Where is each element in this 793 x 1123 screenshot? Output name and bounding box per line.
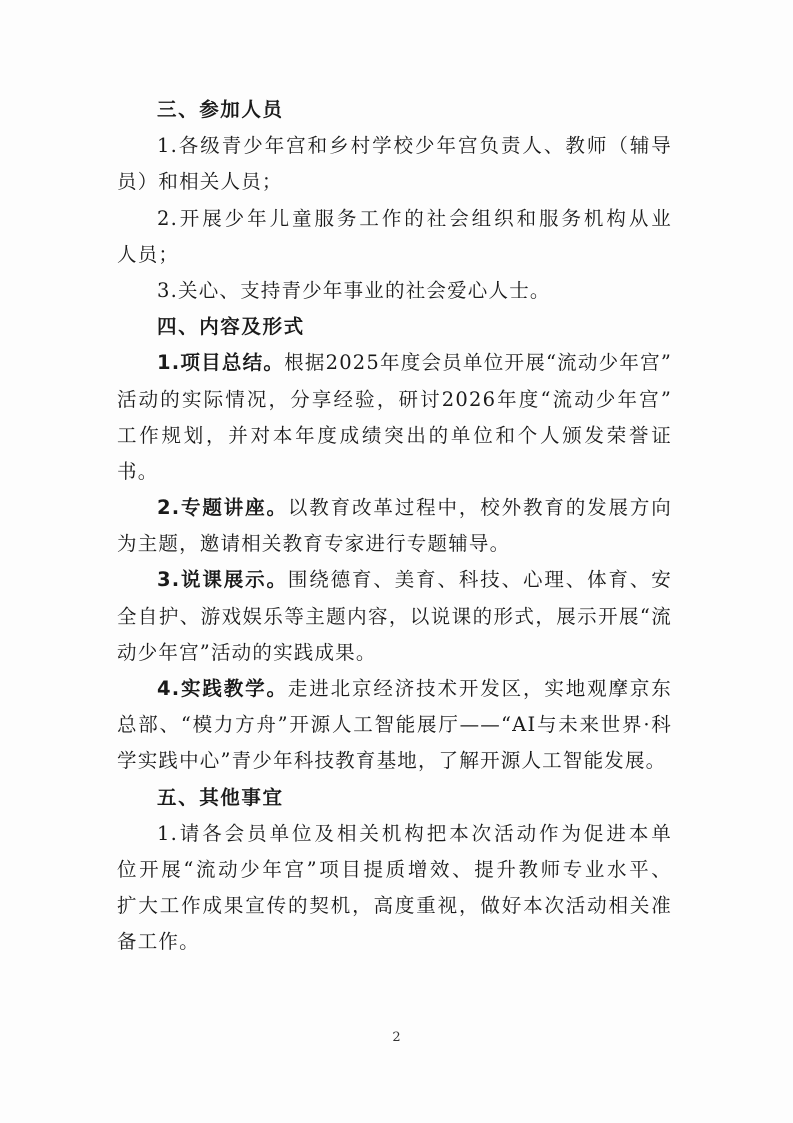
content-item-3-text: 围绕德育、美育、科技、心理、体育、安 — [287, 568, 672, 592]
content-item-1-line-2: 活动的实际情况，分享经验，研讨2026年度“流动少年宫” — [117, 387, 672, 411]
content-item-1-line-1 — [117, 345, 672, 381]
content-item-1-text: 根据2025年度会员单位开展“流动少年宫” — [284, 351, 672, 375]
content-item-4-line-2: 总部、“模力方舟”开源人工智能展厅——“AI与未来世界·科 — [117, 713, 672, 737]
content-item-4-line-3: 学实践中心”青少年科技教育基地，了解开源人工智能发展。 — [117, 749, 667, 773]
content-item-3-line-3: 动少年宫”活动的实践成果。 — [117, 640, 377, 664]
content-item-3-line-2: 全自护、游戏娱乐等主题内容，以说课的形式，展示开展“流 — [117, 604, 672, 628]
content-item-2-line-2: 为主题，邀请相关教育专家进行专题辅导。 — [117, 532, 511, 556]
page-number: 2 — [392, 1030, 401, 1045]
other-item-1-line-1: 1.请各会员单位及相关机构把本次活动作为促进本单 — [157, 821, 672, 845]
content-item-2-text: 以教育改革过程中，校外教育的发展方向 — [287, 496, 672, 520]
content-item-1-title: 1.项目总结。 — [157, 351, 285, 375]
content-item-3-line-1 — [117, 562, 672, 598]
other-item-1-line-3: 扩大工作成果宣传的契机，高度重视，做好本次活动相关准 — [117, 894, 672, 918]
content-item-4-line-1 — [117, 671, 672, 707]
content-item-4-text: 走进北京经济技术开发区，实地观摩京东 — [287, 677, 672, 700]
content-item-1-line-4: 书。 — [117, 459, 159, 483]
section-heading-other-matters: 五、其他事宜 — [157, 785, 284, 809]
document-body — [117, 92, 672, 961]
content-item-4-title: 4.实践教学。 — [157, 677, 288, 700]
section-heading-participants: 三、参加人员 — [157, 98, 284, 121]
content-item-2-line-1 — [117, 490, 672, 526]
participants-item-3-line-1: 3.关心、支持青少年事业的社会爱心人士。 — [157, 278, 551, 302]
participants-item-1-line-2: 员）和相关人员； — [117, 170, 283, 194]
section-heading-content-format: 四、内容及形式 — [157, 315, 305, 339]
content-item-1-line-3: 工作规划，并对本年度成绩突出的单位和个人颁发荣誉证 — [117, 423, 672, 447]
participants-item-1-line-1: 1.各级青少年宫和乡村学校少年宫负责人、教师（辅导 — [157, 134, 672, 158]
other-item-1-line-4: 备工作。 — [117, 930, 200, 954]
content-item-3-title: 3.说课展示。 — [157, 568, 288, 592]
participants-item-2-line-1: 2.开展少年儿童服务工作的社会组织和服务机构从业 — [157, 206, 672, 230]
participants-item-2-line-2: 人员； — [117, 242, 180, 266]
other-item-1-line-2: 位开展“流动少年宫”项目提质增效、提升教师专业水平、 — [117, 857, 672, 881]
content-item-2-title: 2.专题讲座。 — [157, 496, 288, 520]
